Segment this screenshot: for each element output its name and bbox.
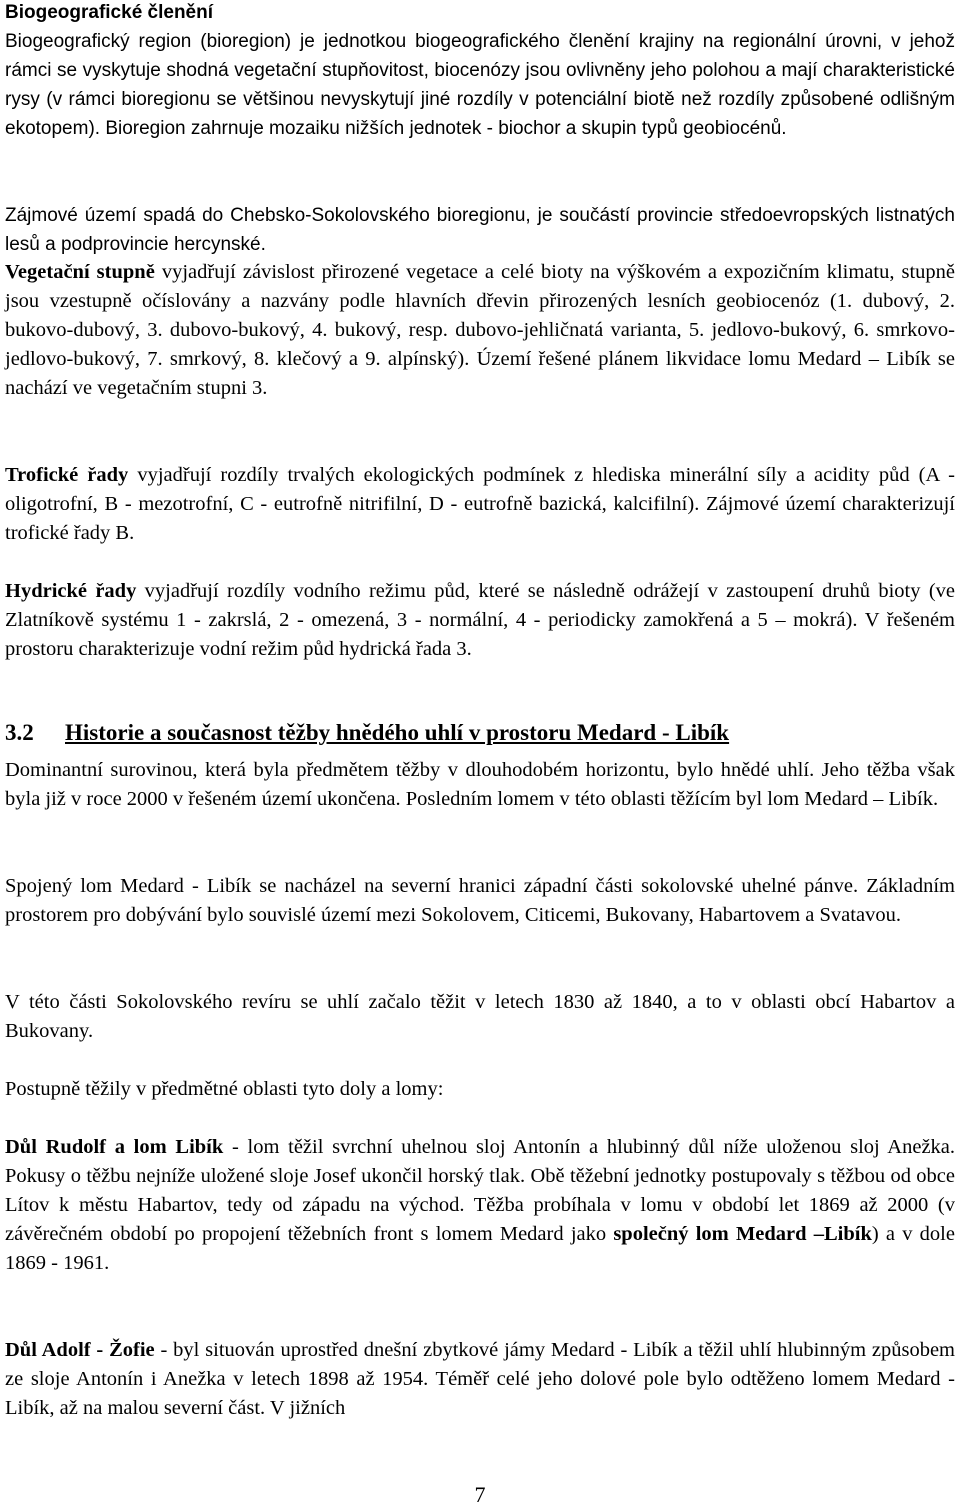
paragraph-zajmove-uzemi: Zájmové území spadá do Chebsko-Sokolovského bioregionu, je součástí provincie středoevropských listnatých lesů a podprovincie hercynské. bbox=[5, 205, 955, 255]
text-vegetacni-stupne: vyjadřují závislost přirozené vegetace a celé bioty na výškovém a expozičním klimatu, stupně jsou vzestupně očíslovány a nazvány podle hlavních dřevin přirozených lesních geobiocenóz (1. dubový, 2. bukovo-dubový, 3. dubovo-bukový, 4. bukový, resp. dubovo-jehličnatá varianta, 5. jedlovo-bukový, 6. smrkovo-jedlovo-bukový, 7. smrkový, 8. klečový a 9. alpínský). Území řešené plánem likvidace lomu Medard – Libík se nachází ve vegetačním stupni 3. bbox=[5, 261, 956, 399]
paragraph-vegetacni-stupne bbox=[5, 258, 955, 403]
section-title: Historie a současnost těžby hnědého uhlí v prostoru Medard - Libík bbox=[65, 720, 730, 745]
text-dul-rudolf: - lom těžil svrchní uhelnou sloj Antonín a hlubinný důl níže uloženou sloj Anežka. Pokusy o těžbu nejníže uložené sloje Josef ukončil horský tlak. Obě těžební jednotky postupovaly s těžbou od obce Lítov k městu Habartov, tedy od západu na východ. Těžba probíhala v lomu v období let 1869 až 2000 (v závěrečném období po propojení těžebních front s lomem Medard jako bbox=[5, 1136, 956, 1245]
text-dul-adolf: - byl situován uprostřed dnešní zbytkové jámy Medard - Libík a těžil uhlí hlubinným způsobem ze sloje Antonín i Anežka v letech 1898 až 1954. Téměř celé jeho dolové pole bylo odtěženo lomem Medard - Libík, až na malou severní část. V jižních bbox=[5, 1339, 956, 1419]
paragraph-bioregion: Biogeografický region (bioregion) je jednotkou biogeografického členění krajiny na regionální úrovni, v jehož rámci se vyskytuje shodná vegetační stupňovitost, biocenózy jsou ovlivněny jeho polohou a mají charakteristické rysy (v rámci bioregionu se většinou nevyskytují jiné rozdíly v potenciální biotě než rozdíly způsobené odlišným ekotopem). Bioregion zahrnuje mozaiku nižších jednotek - biochor a skupin typů geobiocénů. bbox=[5, 31, 955, 139]
paragraph-troficke-rady bbox=[5, 461, 955, 548]
paragraph-dominantni-surovina: Dominantní surovinou, která byla předmětem těžby v dlouhodobém horizontu, bylo hnědé uhlí. Jeho těžba však byla již v roce 2000 v řešeném území ukončena. Posledním lomem v této oblasti těžícím byl lom Medard – Libík. bbox=[5, 759, 955, 810]
text-dul-rudolf-end: ) a v dole 1869 - 1961. bbox=[5, 1223, 955, 1274]
paragraph-spojeny-lom: Spojený lom Medard - Libík se nacházel na severní hranici západní části sokolovské uhelné pánve. Základním prostorem pro dobývání bylo souvislé území mezi Sokolovem, Citicemi, Bukovany, Habartovem a Svatavou. bbox=[5, 875, 955, 926]
text-hydricke-rady: vyjadřují rozdíly vodního režimu půd, které se následně odrážejí v zastoupení druhů bioty (ve Zlatníkově systému 1 - zakrslá, 2 - omezená, 3 - normální, 4 - periodicky zamokřená a 5 – mokrá). V řešeném prostoru charakterizuje vodní režim půd hydrická řada 3. bbox=[5, 580, 956, 660]
term-hydricke-rady: Hydrické řady bbox=[5, 580, 137, 602]
section-number: 3.2 bbox=[5, 720, 34, 745]
paragraph-postupne-tezily: Postupně těžily v předmětné oblasti tyto doly a lomy: bbox=[5, 1078, 444, 1100]
term-dul-adolf: Důl Adolf - Žofie bbox=[5, 1339, 155, 1361]
paragraph-dul-adolf bbox=[5, 1336, 955, 1423]
paragraph-hydricke-rady bbox=[5, 577, 955, 664]
section-heading-3-2 bbox=[5, 718, 955, 748]
paragraph-sokolovsky-revir: V této části Sokolovského revíru se uhlí začalo těžit v letech 1830 až 1840, a to v oblasti obcí Habartov a Bukovany. bbox=[5, 991, 955, 1042]
paragraph-dul-rudolf bbox=[5, 1133, 955, 1278]
text-troficke-rady: vyjadřují rozdíly trvalých ekologických podmínek z hlediska minerální síly a acidity půd (A - oligotrofní, B - mezotrofní, C - eutrofně nitrifilní, D - eutrofně bazická, kalcifilní). Zájmové území charakterizují trofické řady B. bbox=[5, 464, 955, 544]
heading-biogeograficke-cleneni: Biogeografické členění bbox=[5, 2, 214, 23]
term-dul-rudolf: Důl Rudolf a lom Libík bbox=[5, 1136, 224, 1158]
page-number: 7 bbox=[474, 1482, 486, 1507]
term-vegetacni-stupne: Vegetační stupně bbox=[5, 261, 155, 283]
term-spolecny-lom: společný lom Medard –Libík bbox=[613, 1223, 872, 1245]
term-troficke-rady: Trofické řady bbox=[5, 464, 129, 486]
